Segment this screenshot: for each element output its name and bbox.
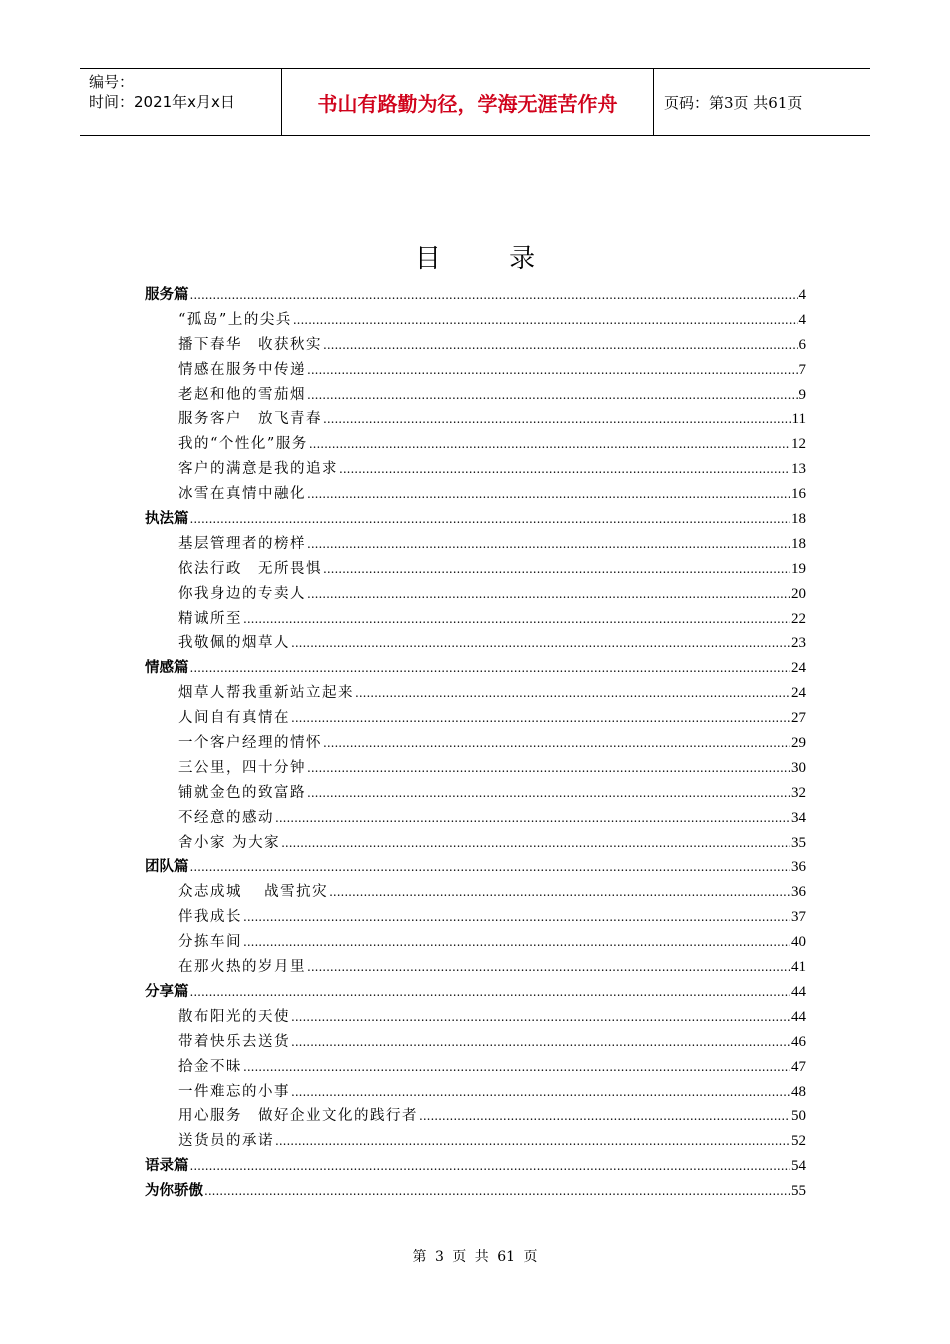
toc-entry[interactable] [145,407,806,432]
toc-leader-dots [243,607,790,632]
toc-section[interactable] [145,1179,806,1204]
toc-entry[interactable] [145,681,806,706]
toc-entry[interactable] [145,806,806,831]
toc-page-number: 30 [791,759,806,776]
toc-page-number: 50 [791,1108,806,1125]
toc-leader-dots [291,1030,790,1055]
toc-entry[interactable] [145,1104,806,1129]
page-footer: 第 3 页 共 61 页 [412,1249,538,1265]
toc-label: 你我身边的专卖人 [178,585,306,602]
toc-leader-dots [190,1154,791,1179]
toc-label: “孤岛”上的尖兵 [178,311,292,328]
toc-label: 铺就金色的致富路 [178,784,306,801]
toc-label: 播下春华 收获秋实 [178,336,322,353]
toc-label: 老赵和他的雪茄烟 [178,386,306,403]
toc-label: 基层管理者的榜样 [178,535,306,552]
toc-leader-dots [190,980,791,1005]
toc-page-number: 4 [798,287,806,303]
table-of-contents [145,283,806,1204]
toc-leader-dots [307,756,790,781]
header-page-info: 页码：第3页 共61页 [664,93,803,112]
header-motto: 书山有路勤为径，学海无涯苦作舟 [282,69,654,135]
toc-leader-dots [243,905,790,930]
toc-label: 情感在服务中传递 [178,361,306,378]
toc-entry[interactable] [145,930,806,955]
toc-page-number: 47 [791,1058,806,1075]
toc-leader-dots [307,532,790,557]
toc-label: 客户的满意是我的追求 [178,461,338,478]
toc-leader-dots [323,333,798,358]
toc-label: 带着快乐去送货 [178,1033,290,1050]
toc-entry[interactable] [145,482,806,507]
toc-entry[interactable] [145,781,806,806]
toc-label: 执法篇 [145,511,189,528]
toc-page-number: 18 [791,535,806,552]
toc-leader-dots [293,308,798,333]
toc-leader-dots [190,855,791,880]
toc-entry[interactable] [145,1055,806,1080]
toc-entry[interactable] [145,582,806,607]
toc-page-number: 24 [791,660,806,677]
toc-page-number: 29 [791,735,806,752]
toc-page-number: 32 [791,784,806,801]
toc-entry[interactable] [145,631,806,656]
toc-leader-dots [355,681,790,706]
page-header [80,68,870,136]
toc-leader-dots [291,706,790,731]
toc-entry[interactable] [145,756,806,781]
toc-label: 我敬佩的烟草人 [178,635,290,652]
toc-entry[interactable] [145,706,806,731]
toc-label: 送货员的承诺 [178,1133,274,1150]
toc-section[interactable] [145,507,806,532]
toc-page-number: 36 [791,884,806,901]
toc-label: 烟草人帮我重新站立起来 [178,685,354,702]
toc-label: 语录篇 [145,1158,189,1175]
toc-entry[interactable] [145,905,806,930]
toc-label: 我的“个性化”服务 [178,436,308,453]
toc-entry[interactable] [145,532,806,557]
toc-page-number: 44 [791,1008,806,1025]
time-label: 时间：2021年x月x日 [89,93,235,111]
toc-page-number: 11 [791,411,806,428]
toc-leader-dots [204,1179,790,1204]
toc-label: 舍小家 为大家 [178,834,281,851]
toc-page-number: 55 [791,1183,806,1200]
toc-leader-dots [190,283,798,308]
toc-entry[interactable] [145,607,806,632]
toc-section[interactable] [145,855,806,880]
toc-page-number: 48 [791,1083,806,1100]
toc-page-number: 24 [791,685,806,702]
toc-entry[interactable] [145,1129,806,1154]
toc-leader-dots [323,557,790,582]
toc-leader-dots [291,1005,790,1030]
toc-label: 一件难忘的小事 [178,1083,290,1100]
toc-section[interactable] [145,980,806,1005]
toc-entry[interactable] [145,1030,806,1055]
toc-leader-dots [190,507,791,532]
number-label: 编号： [89,73,135,91]
toc-leader-dots [281,831,790,856]
toc-label: 冰雪在真情中融化 [178,486,306,503]
toc-label: 情感篇 [145,660,189,677]
toc-label: 三公里，四十分钟 [178,759,306,776]
toc-entry[interactable] [145,955,806,980]
toc-entry[interactable] [145,1080,806,1105]
toc-leader-dots [339,457,790,482]
toc-leader-dots [307,383,798,408]
toc-leader-dots [329,880,790,905]
toc-label: 伴我成长 [178,909,242,926]
toc-leader-dots [323,731,790,756]
toc-entry[interactable] [145,308,806,333]
toc-leader-dots [243,930,790,955]
toc-label: 散布阳光的天使 [178,1008,290,1025]
toc-page-number: 37 [791,909,806,926]
toc-page-number: 19 [791,560,806,577]
toc-label: 一个客户经理的情怀 [178,735,322,752]
toc-page-number: 20 [791,585,806,602]
toc-section[interactable] [145,1154,806,1179]
toc-page-number: 4 [798,311,806,328]
toc-page-number: 40 [791,934,806,951]
toc-page-number: 7 [798,361,806,378]
toc-entry[interactable] [145,383,806,408]
toc-page-number: 35 [791,834,806,851]
toc-leader-dots [243,1055,790,1080]
toc-entry[interactable] [145,333,806,358]
toc-page-number: 34 [791,809,806,826]
toc-entry[interactable] [145,358,806,383]
toc-entry[interactable] [145,432,806,457]
toc-leader-dots [309,432,790,457]
toc-leader-dots [307,781,790,806]
toc-page-number: 16 [791,486,806,503]
toc-label: 服务篇 [145,287,189,303]
toc-label: 分享篇 [145,983,189,1000]
toc-page-number: 6 [798,336,806,353]
toc-label: 服务客户 放飞青春 [178,411,322,428]
toc-label: 为你骄傲 [145,1183,203,1200]
toc-label: 不经意的感动 [178,809,274,826]
toc-leader-dots [190,656,791,681]
toc-leader-dots [307,582,790,607]
toc-section[interactable] [145,656,806,681]
toc-label: 拾金不昧 [178,1058,242,1075]
toc-label: 分拣车间 [178,934,242,951]
toc-label: 用心服务 做好企业文化的践行者 [178,1108,418,1125]
toc-page-number: 41 [791,959,806,976]
toc-leader-dots [291,1080,790,1105]
toc-page-number: 18 [791,511,806,528]
toc-entry[interactable] [145,731,806,756]
toc-page-number: 46 [791,1033,806,1050]
toc-leader-dots [275,1129,790,1154]
toc-leader-dots [307,482,790,507]
header-meta [80,69,282,135]
toc-entry[interactable] [145,1005,806,1030]
toc-title: 目 录 [414,244,566,274]
toc-label: 众志成城 战雪抗灾 [178,884,329,901]
toc-label: 依法行政 无所畏惧 [178,560,322,577]
toc-entry[interactable] [145,557,806,582]
toc-label: 人间自有真情在 [178,710,290,727]
toc-leader-dots [291,631,790,656]
toc-page-number: 52 [791,1133,806,1150]
toc-page-number: 44 [791,983,806,1000]
toc-entry[interactable] [145,831,806,856]
toc-page-number: 12 [791,436,806,453]
toc-page-number: 23 [791,635,806,652]
toc-leader-dots [323,407,791,432]
toc-page-number: 22 [791,610,806,627]
toc-label: 团队篇 [145,859,189,876]
toc-leader-dots [307,358,798,383]
toc-leader-dots [419,1104,790,1129]
toc-label: 精诚所至 [178,610,242,627]
toc-entry[interactable] [145,880,806,905]
toc-label: 在那火热的岁月里 [178,959,306,976]
toc-page-number: 36 [791,859,806,876]
toc-entry[interactable] [145,457,806,482]
toc-leader-dots [307,955,790,980]
toc-page-number: 13 [791,461,806,478]
toc-page-number: 27 [791,710,806,727]
toc-page-number: 9 [798,386,806,403]
toc-leader-dots [275,806,790,831]
toc-section[interactable] [145,283,806,308]
toc-page-number: 54 [791,1158,806,1175]
